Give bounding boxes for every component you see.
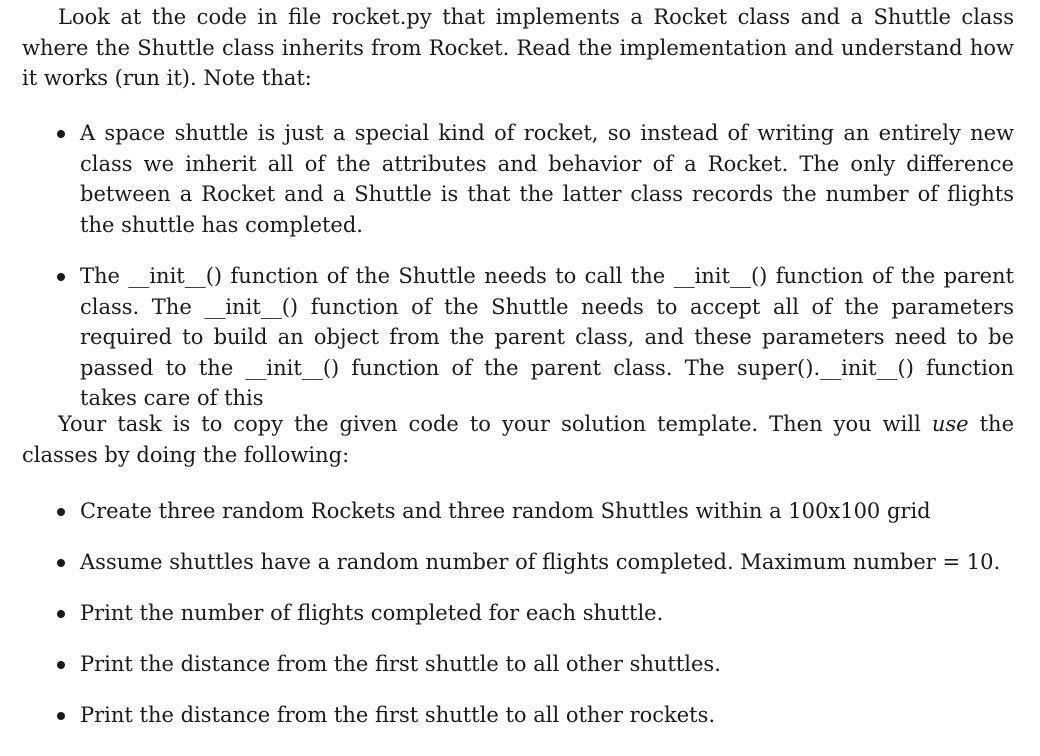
step-text: Print the distance from the first shuttle to all other rockets. (80, 702, 716, 727)
steps-list (22, 496, 1014, 750)
task-paragraph (22, 409, 1014, 470)
notes-list (22, 118, 1014, 435)
step-text: Print the distance from the first shuttle to all other shuttles. (80, 651, 721, 676)
task-emphasis: use (931, 412, 969, 436)
bullet-icon (57, 130, 65, 138)
list-item (22, 118, 1014, 240)
bullet-icon (57, 508, 65, 516)
list-item (22, 598, 1014, 629)
note-text: A space shuttle is just a special kind of rocket, so instead of writing an entirely new class we inherit all of the attributes and behavior of a Rocket. The only difference between a Rocket and a Shuttle is that the latter class records the number of flights the shuttle has completed. (80, 121, 1014, 237)
list-item (22, 649, 1014, 680)
list-item (22, 700, 1014, 731)
bullet-icon (57, 610, 65, 618)
list-item (22, 496, 1014, 527)
bullet-icon (57, 559, 65, 567)
list-item (22, 547, 1014, 578)
bullet-icon (57, 712, 65, 720)
bullet-icon (57, 273, 65, 281)
step-text: Create three random Rockets and three random Shuttles within a 100x100 grid (80, 499, 931, 523)
list-item (22, 261, 1014, 414)
intro-paragraph: Look at the code in file rocket.py that implements a Rocket class and a Shuttle class where the Shuttle class inherits from Rocket. Read the implementation and understand how it works (run it). Note that: (22, 5, 1014, 90)
note-text: The __init__() function of the Shuttle needs to call the __init__() function of the parent class. The __init__() function of the Shuttle needs to accept all of the parameters required to build an object from the parent class, and these parameters need to be passed to the __init__() function of the parent class. The super().__init__() function takes care of this (80, 264, 1014, 410)
step-text: Assume shuttles have a random number of flights completed. Maximum number = 10. (80, 549, 1001, 574)
task-text-after: the classes by doing the following: (22, 412, 1014, 467)
bullet-icon (57, 661, 65, 669)
step-text: Print the number of flights completed for each shuttle. (80, 600, 664, 625)
task-text-before: Your task is to copy the given code to your solution template. Then you will (58, 412, 932, 436)
